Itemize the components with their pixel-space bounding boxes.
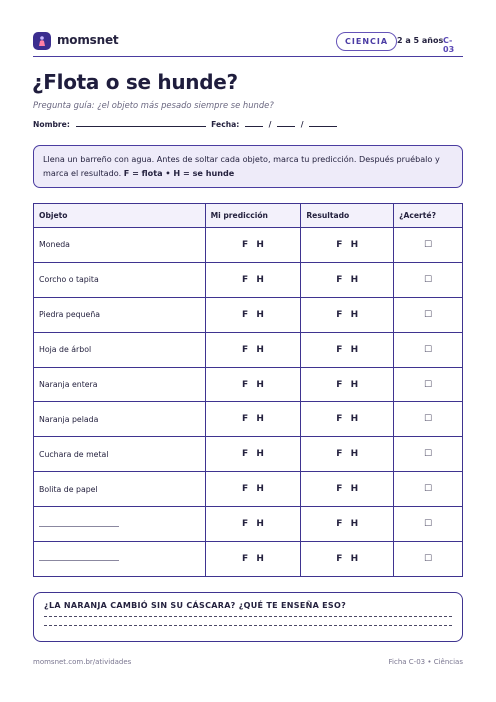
date-label: Fecha:: [211, 120, 240, 129]
result-choice[interactable]: F H: [301, 297, 394, 332]
date-separator: /: [268, 120, 272, 129]
result-choice[interactable]: F H: [301, 262, 394, 297]
name-field[interactable]: [76, 119, 206, 127]
object-name: Cuchara de metal: [34, 437, 206, 472]
answer-line[interactable]: [44, 625, 452, 626]
table-row: [34, 402, 463, 437]
table-row: [34, 297, 463, 332]
instructions-text: Llena un barreño con agua. Antes de soltar cada objeto, marca tu predicción. Después pruébalo y marca el resultado.: [43, 154, 440, 178]
table-row: [34, 228, 463, 263]
correct-checkbox[interactable]: ☐: [394, 402, 463, 437]
header-correct: ¿Acerté?: [394, 204, 463, 228]
correct-checkbox[interactable]: ☐: [394, 332, 463, 367]
table-header-row: [34, 204, 463, 228]
prediction-choice[interactable]: F H: [205, 367, 301, 402]
name-date-row: [33, 119, 340, 129]
person-icon: [36, 35, 48, 47]
result-choice[interactable]: F H: [301, 332, 394, 367]
prediction-choice[interactable]: F H: [205, 332, 301, 367]
correct-checkbox[interactable]: ☐: [394, 472, 463, 507]
table-row: [34, 332, 463, 367]
header-prediction: Mi predicción: [205, 204, 301, 228]
header-result: Resultado: [301, 204, 394, 228]
result-choice[interactable]: F H: [301, 507, 394, 542]
object-name: Naranja pelada: [34, 402, 206, 437]
object-name: Bolita de papel: [34, 472, 206, 507]
blank-line: [39, 521, 119, 527]
object-name: Piedra pequeña: [34, 297, 206, 332]
prediction-choice[interactable]: F H: [205, 507, 301, 542]
footer-link[interactable]: momsnet.com.br/atividades: [33, 658, 132, 666]
instructions-legend: F = flota • H = se hunde: [123, 167, 235, 178]
prediction-choice[interactable]: F H: [205, 472, 301, 507]
reflection-box: [33, 592, 463, 642]
correct-checkbox[interactable]: ☐: [394, 542, 463, 577]
object-name: Corcho o tapita: [34, 262, 206, 297]
date-separator: /: [300, 120, 304, 129]
sheet-code: C-03: [443, 36, 455, 54]
age-range: 2 a 5 años: [397, 36, 444, 45]
correct-checkbox[interactable]: ☐: [394, 228, 463, 263]
instructions-box: [33, 145, 463, 188]
prediction-choice[interactable]: F H: [205, 297, 301, 332]
table-row: [34, 262, 463, 297]
page-title: ¿Flota o se hunde?: [32, 70, 238, 94]
result-choice[interactable]: F H: [301, 472, 394, 507]
prediction-choice[interactable]: F H: [205, 402, 301, 437]
correct-checkbox[interactable]: ☐: [394, 367, 463, 402]
prediction-choice[interactable]: F H: [205, 437, 301, 472]
blank-line: [39, 555, 119, 561]
answer-line[interactable]: [44, 616, 452, 617]
prediction-choice[interactable]: F H: [205, 228, 301, 263]
table-row: [34, 472, 463, 507]
object-name: Naranja entera: [34, 367, 206, 402]
table-row: [34, 542, 463, 577]
object-blank-field[interactable]: [34, 507, 206, 542]
brand-logo[interactable]: [33, 32, 51, 50]
footer-sheet-info: Ficha C-03 • Ciências: [388, 658, 463, 666]
result-choice[interactable]: F H: [301, 437, 394, 472]
prediction-choice[interactable]: F H: [205, 542, 301, 577]
name-label: Nombre:: [33, 120, 70, 129]
page-header: [33, 31, 463, 53]
experiment-table: [33, 203, 463, 577]
object-blank-field[interactable]: [34, 542, 206, 577]
table-row: [34, 507, 463, 542]
result-choice[interactable]: F H: [301, 402, 394, 437]
correct-checkbox[interactable]: ☐: [394, 262, 463, 297]
result-choice[interactable]: F H: [301, 228, 394, 263]
header-divider: [33, 56, 463, 57]
header-object: Objeto: [34, 204, 206, 228]
result-choice[interactable]: F H: [301, 367, 394, 402]
reflection-question: ¿LA NARANJA CAMBIÓ SIN SU CÁSCARA? ¿QUÉ TE ENSEÑA ESO?: [44, 601, 347, 610]
object-name: Hoja de árbol: [34, 332, 206, 367]
table-row: [34, 437, 463, 472]
result-choice[interactable]: F H: [301, 542, 394, 577]
subject-badge: CIENCIA: [336, 32, 397, 51]
brand-name: momsnet: [57, 33, 119, 47]
correct-checkbox[interactable]: ☐: [394, 507, 463, 542]
correct-checkbox[interactable]: ☐: [394, 437, 463, 472]
date-year-field[interactable]: [309, 119, 337, 127]
correct-checkbox[interactable]: ☐: [394, 297, 463, 332]
prediction-choice[interactable]: F H: [205, 262, 301, 297]
table-row: [34, 367, 463, 402]
guide-question: Pregunta guía: ¿el objeto más pesado siempre se hunde?: [33, 100, 274, 110]
object-name: Moneda: [34, 228, 206, 263]
date-day-field[interactable]: [245, 119, 263, 127]
date-month-field[interactable]: [277, 119, 295, 127]
